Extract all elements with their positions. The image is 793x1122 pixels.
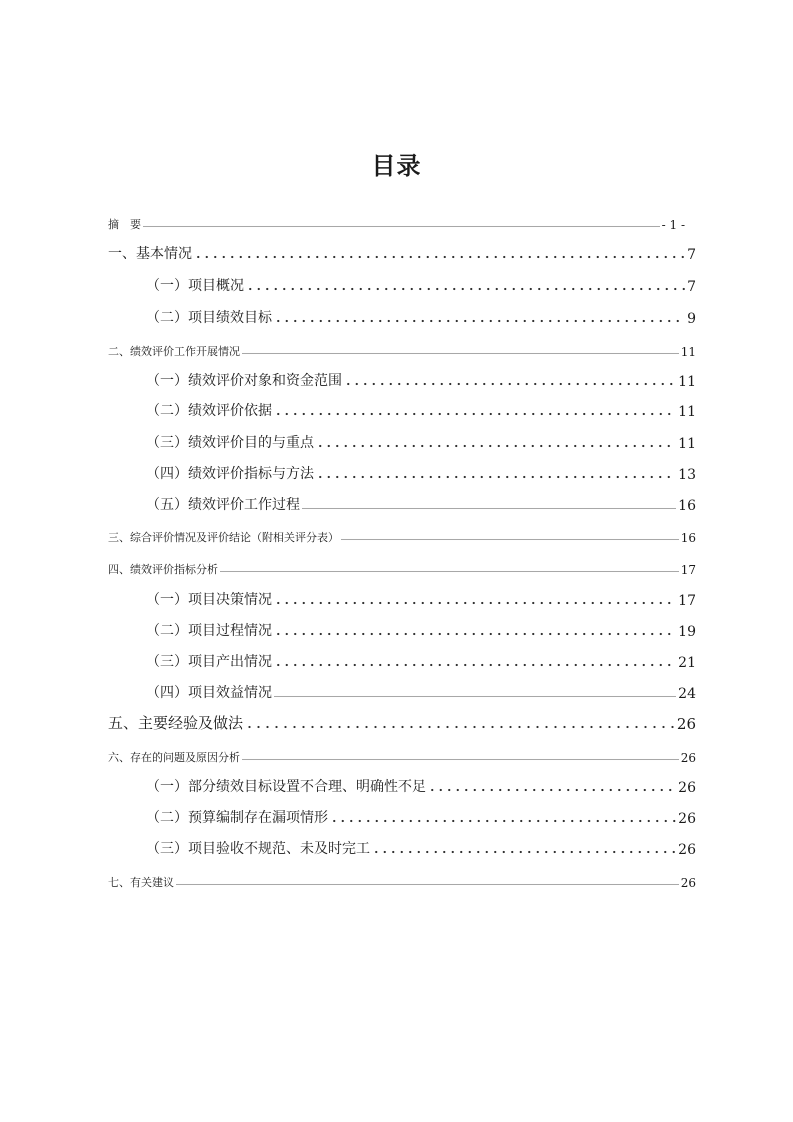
dot-leader bbox=[242, 352, 679, 355]
toc-entry-label: （二）项目过程情况 bbox=[146, 623, 272, 639]
toc-entry-page: 21 bbox=[678, 655, 696, 671]
toc-entry-page: 26 bbox=[676, 715, 696, 733]
toc-entry-label: （四）绩效评价指标与方法 bbox=[146, 466, 314, 482]
toc-entry-section-4[interactable] bbox=[108, 557, 696, 577]
dot-leader bbox=[274, 663, 676, 667]
toc-entry-label: 五、主要经验及做法 bbox=[108, 714, 244, 732]
toc-entry-section-6-1[interactable] bbox=[146, 776, 696, 796]
toc-entry-page: 19 bbox=[678, 624, 696, 640]
dot-leader bbox=[143, 225, 660, 228]
toc-entry-label: （二）预算编制存在漏项情形 bbox=[146, 810, 328, 826]
dot-leader bbox=[274, 695, 676, 698]
dot-leader bbox=[274, 319, 685, 323]
toc-entry-page: 16 bbox=[680, 531, 696, 545]
toc-entry-page: 11 bbox=[678, 404, 696, 420]
dot-leader bbox=[341, 538, 679, 541]
toc-entry-page: 13 bbox=[678, 467, 696, 483]
toc-entry-section-3[interactable] bbox=[108, 525, 696, 545]
toc-entry-label: （三）项目验收不规范、未及时完工 bbox=[146, 841, 370, 857]
toc-entry-page: 11 bbox=[678, 436, 696, 452]
toc-entry-label: （二）绩效评价依据 bbox=[146, 403, 272, 419]
dot-leader bbox=[246, 287, 685, 291]
toc-entry-section-2-2[interactable] bbox=[146, 400, 696, 420]
toc-entry-page: 26 bbox=[680, 751, 696, 765]
toc-entry-label: （一）绩效评价对象和资金范围 bbox=[146, 373, 342, 389]
toc-entry-section-6-3[interactable] bbox=[146, 838, 696, 858]
toc-entry-page: 24 bbox=[678, 686, 696, 702]
toc-entry-section-1-1[interactable] bbox=[146, 275, 696, 295]
toc-entry-page: 26 bbox=[680, 876, 696, 890]
dot-leader bbox=[344, 382, 676, 386]
toc-entry-label: 一、基本情况 bbox=[108, 246, 192, 262]
toc-entry-label: （三）绩效评价目的与重点 bbox=[146, 435, 314, 451]
dot-leader bbox=[274, 601, 676, 605]
toc-entry-section-7[interactable] bbox=[108, 870, 696, 890]
toc-entry-label: （一）项目决策情况 bbox=[146, 592, 272, 608]
dot-leader bbox=[194, 255, 685, 259]
dot-leader bbox=[176, 883, 679, 886]
toc-entry-abstract[interactable] bbox=[108, 212, 685, 232]
toc-entry-page: 7 bbox=[687, 279, 696, 295]
toc-entry-page: - 1 - bbox=[661, 218, 685, 232]
toc-entry-page: 17 bbox=[678, 593, 696, 609]
dot-leader bbox=[316, 444, 676, 448]
toc-entry-section-6[interactable] bbox=[108, 745, 696, 765]
dot-leader bbox=[302, 507, 676, 510]
dot-leader bbox=[242, 758, 679, 761]
toc-entry-section-2[interactable] bbox=[108, 339, 696, 359]
toc-entry-label: （三）项目产出情况 bbox=[146, 654, 272, 670]
toc-entry-section-6-2[interactable] bbox=[146, 807, 696, 827]
page-title: 目录 bbox=[371, 152, 422, 180]
toc-entry-section-2-1[interactable] bbox=[146, 370, 696, 390]
dot-leader bbox=[428, 788, 676, 792]
toc-entry-section-1-2[interactable] bbox=[146, 307, 696, 327]
toc-entry-page: 11 bbox=[678, 374, 696, 390]
dot-leader bbox=[220, 570, 679, 573]
toc-entry-label: （四）项目效益情况 bbox=[146, 685, 272, 701]
toc-entry-section-4-1[interactable] bbox=[146, 589, 696, 609]
toc-entry-section-5[interactable] bbox=[108, 713, 696, 733]
toc-entry-label: 二、绩效评价工作开展情况 bbox=[108, 345, 240, 358]
toc-entry-page: 16 bbox=[678, 498, 696, 514]
dot-leader bbox=[330, 819, 676, 823]
toc-entry-page: 26 bbox=[678, 842, 696, 858]
toc-entry-label: （五）绩效评价工作过程 bbox=[146, 497, 300, 513]
toc-entry-page: 7 bbox=[687, 247, 696, 263]
toc-entry-section-4-4[interactable] bbox=[146, 682, 696, 702]
dot-leader bbox=[274, 632, 676, 636]
toc-entry-label: 七、有关建议 bbox=[108, 876, 174, 889]
toc-entry-section-1[interactable] bbox=[108, 243, 696, 263]
toc-entry-label: 摘 要 bbox=[108, 218, 141, 231]
toc-entry-label: （一）部分绩效目标设置不合理、明确性不足 bbox=[146, 779, 426, 795]
toc-entry-page: 11 bbox=[680, 345, 696, 359]
toc-entry-label: 四、绩效评价指标分析 bbox=[108, 563, 218, 576]
dot-leader bbox=[245, 725, 675, 729]
dot-leader bbox=[316, 475, 676, 479]
toc-entry-label: （一）项目概况 bbox=[146, 278, 244, 294]
toc-entry-page: 26 bbox=[678, 780, 696, 796]
toc-entry-page: 26 bbox=[678, 811, 696, 827]
toc-entry-label: （二）项目绩效目标 bbox=[146, 310, 272, 326]
toc-entry-section-2-4[interactable] bbox=[146, 463, 696, 483]
toc-entry-page: 9 bbox=[687, 311, 696, 327]
toc-entry-section-4-3[interactable] bbox=[146, 651, 696, 671]
dot-leader bbox=[274, 412, 676, 416]
toc-entry-section-2-5[interactable] bbox=[146, 494, 696, 514]
dot-leader bbox=[372, 850, 676, 854]
toc-entry-section-2-3[interactable] bbox=[146, 432, 696, 452]
toc-entry-label: 三、综合评价情况及评价结论（附相关评分表） bbox=[108, 531, 339, 544]
toc-entry-label: 六、存在的问题及原因分析 bbox=[108, 751, 240, 764]
toc-entry-section-4-2[interactable] bbox=[146, 620, 696, 640]
toc-entry-page: 17 bbox=[680, 563, 696, 577]
